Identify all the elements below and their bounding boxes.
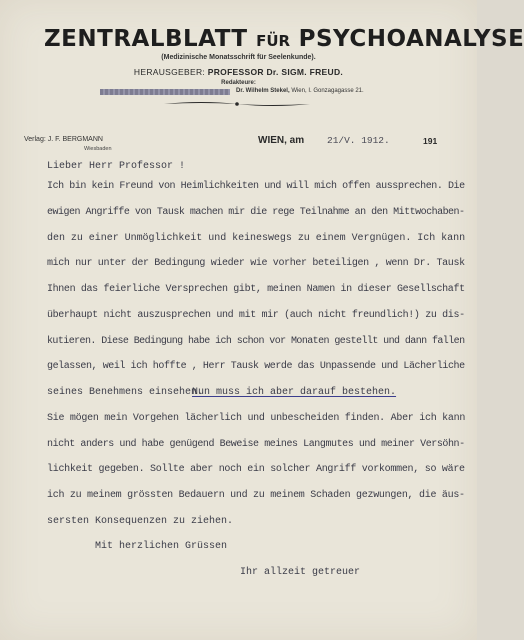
publisher-name: Verlag: J. F. BERGMANN: [24, 136, 103, 143]
publisher-city: Wiesbaden: [84, 146, 112, 152]
body-line: seines Benehmens einsehen.: [47, 387, 204, 398]
body-line: sersten Konsequenzen zu ziehen.: [47, 516, 234, 527]
stekel-address-line: [236, 88, 364, 94]
ornament-rule: [162, 99, 312, 109]
body-line: kutieren. Diese Bedingung habe ich schon vor Monaten gestellt und dann fallen: [47, 336, 465, 347]
struck-out-editor: [100, 89, 230, 95]
editor-prefix: HERAUSGEBER:: [133, 67, 206, 77]
redakteure-label: Redakteure:: [221, 80, 256, 86]
journal-title-part1: ZENTRALBLATT: [44, 26, 248, 52]
body-line: Sie mögen mein Vorgehen lächerlich und unbescheiden finden. Aber ich kann: [47, 413, 466, 424]
stekel-address: Wien, I. Gonzagagasse 21.: [291, 88, 364, 94]
place-label: WIEN, am: [258, 135, 305, 146]
body-line: ewigen Angriffe von Tausk machen mir die rege Teilnahme an den Mittwochaben-: [47, 207, 465, 218]
signoff: Ihr allzeit getreuer: [240, 567, 361, 578]
body-line: nicht anders und habe genügend Beweise meines Langmutes und meiner Versöhn-: [47, 439, 465, 450]
body-line: Ihnen das feierliche Versprechen gibt, meinen Namen in dieser Gesellschaft: [47, 284, 465, 295]
closing: Mit herzlichen Grüssen: [95, 541, 228, 552]
body-line: lichkeit gegeben. Sollte aber noch ein solcher Angriff vorkommen, so wäre: [47, 464, 465, 475]
journal-title-part2: PSYCHOANALYSE: [298, 26, 524, 52]
body-line: ich zu meinem grössten Bedauern und zu meinem Schaden gezwungen, die äus-: [47, 490, 465, 501]
stekel-name: Dr. Wilhelm Stekel,: [236, 88, 290, 94]
underlined-sentence: Nun muss ich aber darauf bestehen.: [192, 387, 397, 398]
journal-title: [44, 26, 524, 52]
body-line: den zu einer Unmöglichkeit und keineswegs zu einem Vergnügen. Ich kann: [47, 233, 466, 244]
letter-date: 21/V. 1912.: [327, 135, 390, 146]
editor-name: PROFESSOR Dr. SIGM. FREUD.: [207, 67, 344, 77]
journal-title-fuer: FÜR: [256, 32, 291, 50]
body-line: gelassen, weil ich hoffte , Herr Tausk werde das Unpassende und Lächerliche: [47, 361, 465, 372]
body-line: überhaupt nicht auszusprechen und mit mir (auch nicht freundlich!) zu dis-: [47, 310, 465, 321]
body-line: mich nur unter der Bedingung wieder wie vorher beteiligen , wenn Dr. Tausk: [47, 258, 465, 269]
year-prefix: 191: [423, 136, 438, 146]
journal-subtitle: (Medizinische Monatsschrift für Seelenkunde).: [161, 54, 316, 61]
editor-line: [0, 67, 477, 77]
body-line: Ich bin kein Freund von Heimlichkeiten und will mich offen aussprechen. Die: [47, 181, 465, 192]
salutation: Lieber Herr Professor !: [47, 161, 186, 172]
